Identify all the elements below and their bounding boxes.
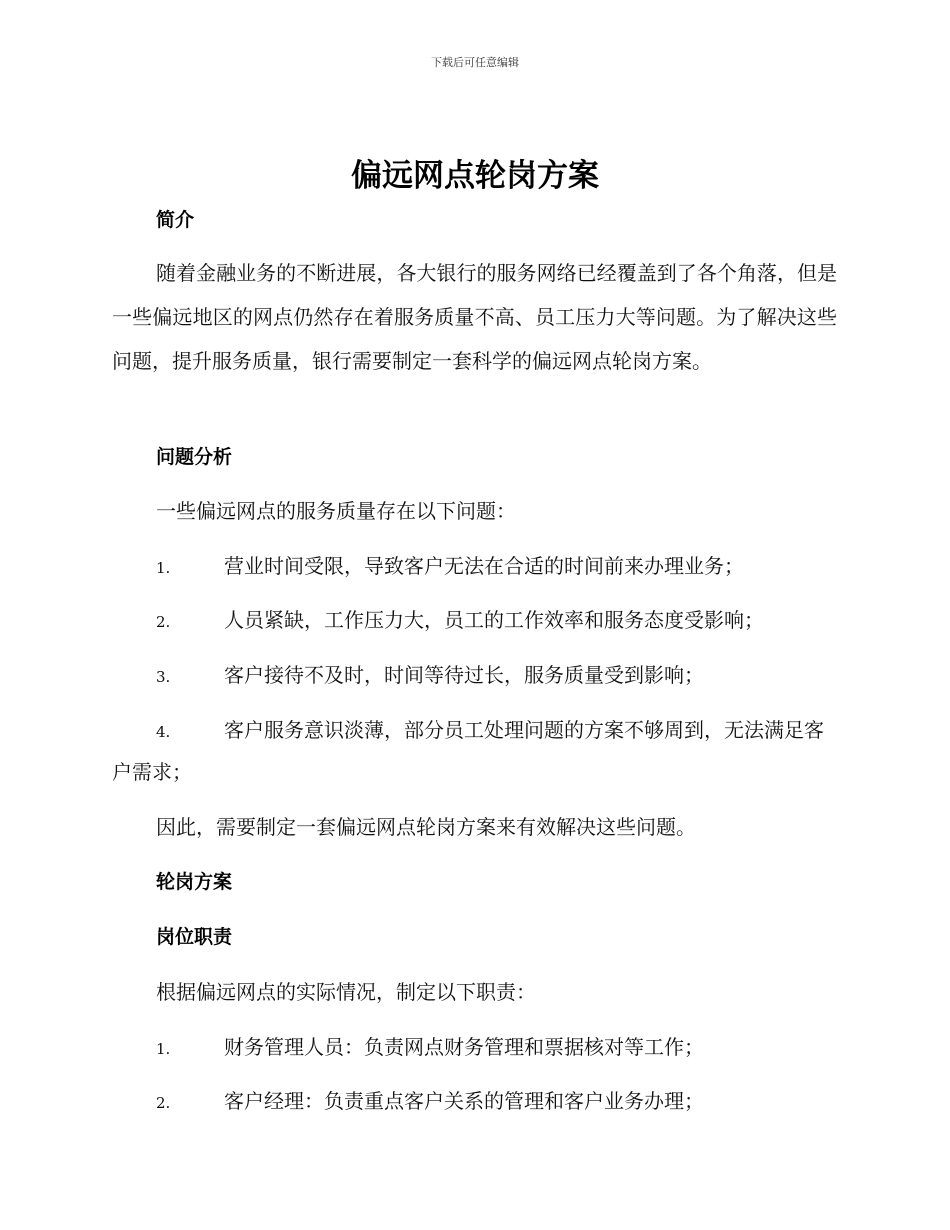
analysis-item-4 — [112, 710, 837, 792]
list-item-text: 财务管理人员：负责网点财务管理和票据核对等工作； — [224, 1035, 704, 1059]
list-number: 1. — [156, 1040, 171, 1058]
duty-lead: 根据偏远网点的实际情况，制定以下职责： — [156, 980, 536, 1004]
document-title: 偏远网点轮岗方案 — [351, 158, 599, 194]
duty-item-1 — [112, 1031, 837, 1065]
list-number: 2. — [156, 613, 171, 631]
header-note: 下载后可任意编辑 — [431, 56, 519, 69]
list-item-text: 营业时间受限，导致客户无法在合适的时间前来办理业务； — [224, 554, 744, 578]
analysis-item-2 — [112, 604, 837, 638]
intro-heading: 简介 — [156, 209, 195, 231]
list-number: 3. — [156, 668, 171, 686]
intro-paragraph: 随着金融业务的不断进展，各大银行的服务网络已经覆盖到了各个角落，但是一些偏远地区的网点仍然存在着服务质量不高、员工压力大等问题。为了解决这些问题，提升服务质量，银行需要制定一套科学的偏远网点轮岗方案。 — [112, 261, 837, 373]
list-item-text: 客户经理：负责重点客户关系的管理和客户业务办理； — [224, 1089, 704, 1113]
analysis-item-3 — [112, 659, 837, 693]
duty-item-2 — [112, 1085, 837, 1119]
duty-heading: 岗位职责 — [156, 926, 233, 948]
list-number: 1. — [156, 559, 171, 577]
list-item-text: 客户接待不及时，时间等待过长，服务质量受到影响； — [224, 663, 704, 687]
analysis-conclusion: 因此，需要制定一套偏远网点轮岗方案来有效解决这些问题。 — [156, 815, 696, 839]
plan-heading: 轮岗方案 — [156, 871, 233, 893]
list-number: 4. — [156, 723, 171, 741]
list-item-text: 人员紧缺，工作压力大，员工的工作效率和服务态度受影响； — [224, 608, 764, 632]
list-number: 2. — [156, 1094, 171, 1112]
list-item-text: 客户服务意识淡薄，部分员工处理问题的方案不够周到，无法满足客户需求； — [112, 718, 824, 784]
analysis-heading: 问题分析 — [156, 446, 233, 468]
analysis-lead: 一些偏远网点的服务质量存在以下问题： — [156, 499, 516, 523]
analysis-item-1 — [112, 550, 837, 584]
